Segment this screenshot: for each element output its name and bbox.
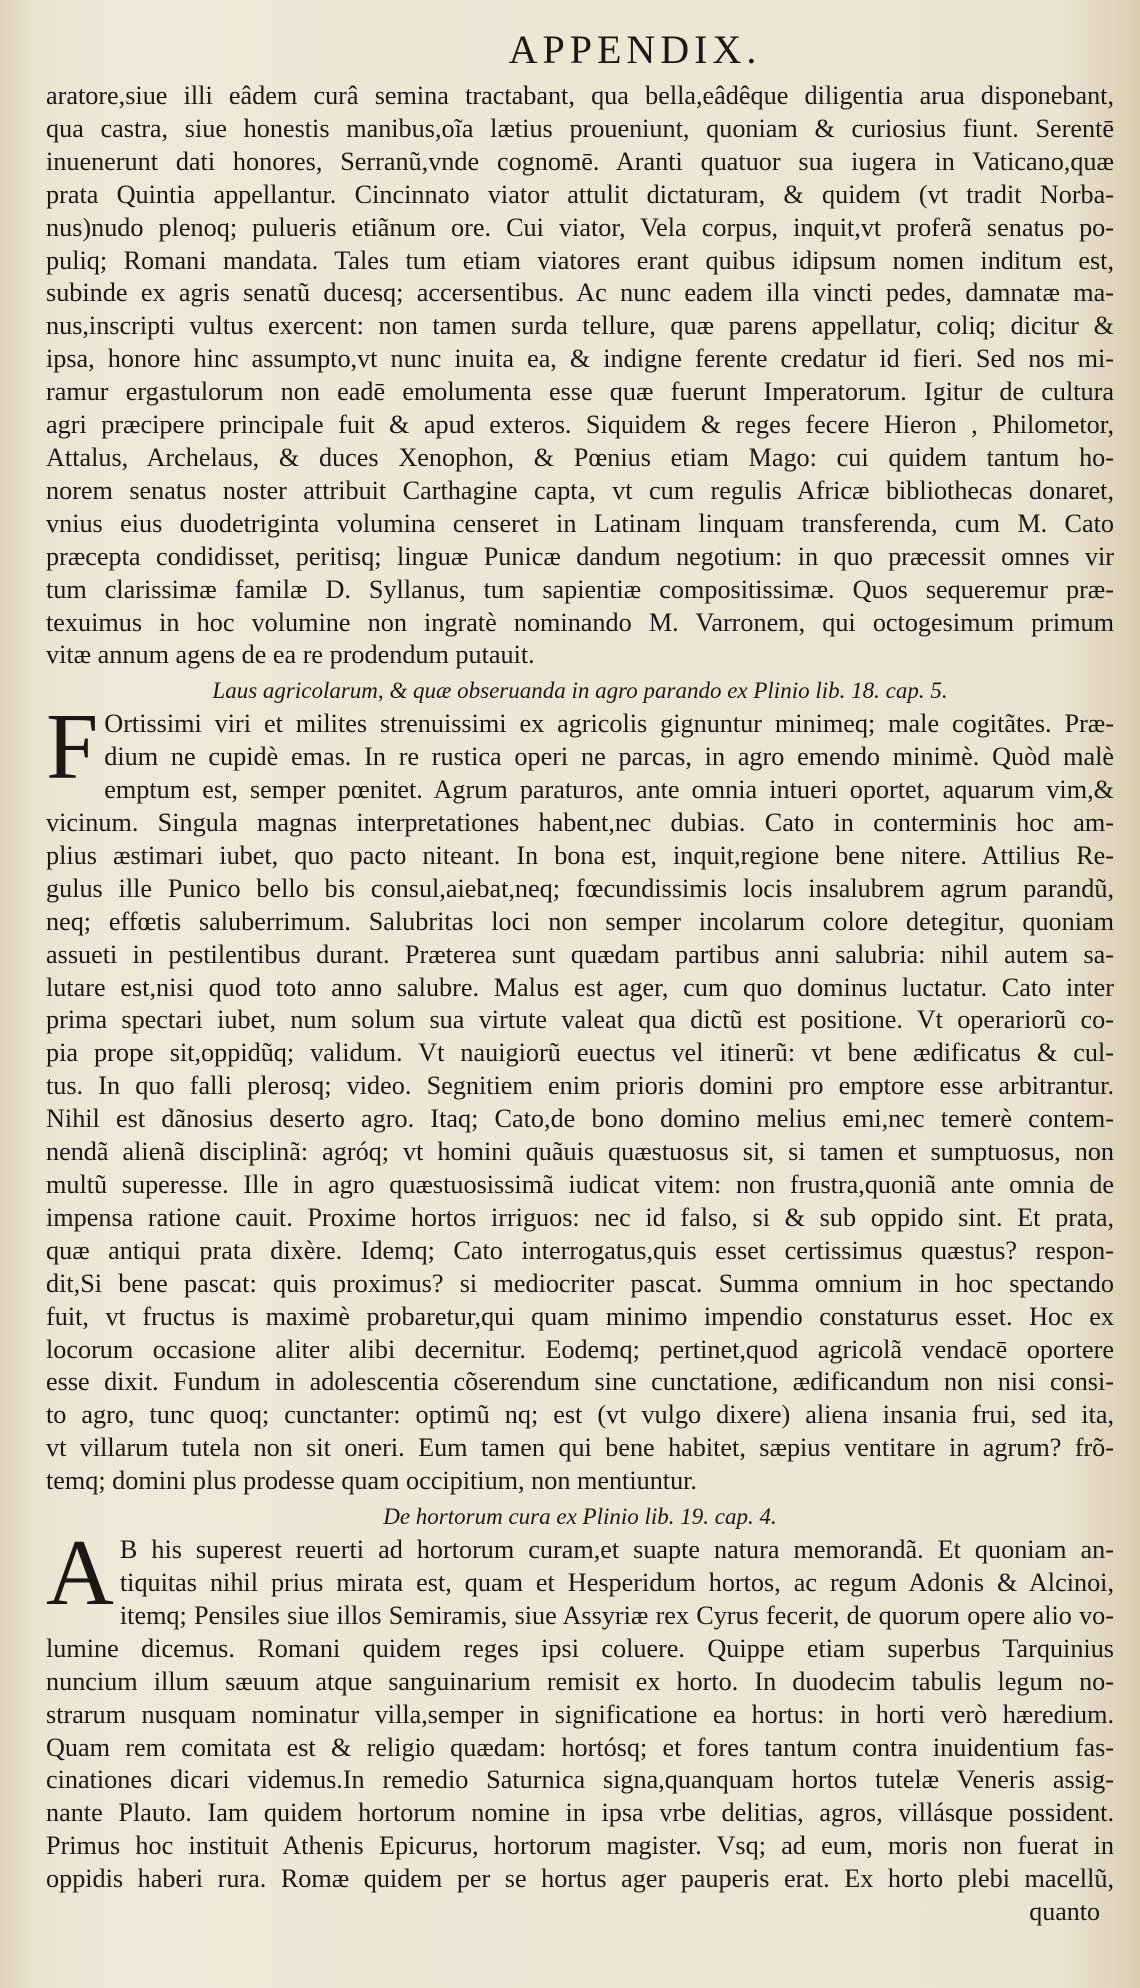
text-line: norem senatus noster attribuit Carthagine capta, vt cum regulis Africæ bibliothecas donaret, (46, 475, 1114, 505)
text-line: Nihil est dãnosius deserto agro. Itaq; Cato,de bono domino melius emi,nec temerè contem- (46, 1104, 1114, 1134)
text-line: lutare est,nisi quod toto anno salubre. Malus est ager, cum quo dominus luctatur. Cato inter (46, 972, 1114, 1002)
text-line: plius æstimari iubet, quo pacto niteant. In bona est, inquit,regione bene nitere. Attilius Re- (46, 840, 1114, 870)
text-line: lumine dicemus. Romani quidem reges ipsi coluere. Quippe etiam superbus Tarquinius (46, 1633, 1114, 1663)
text-line: ramur ergastulorum non eadē emolumenta esse quæ fuerunt Imperatorum. Igitur de cultura (46, 377, 1114, 407)
text-line: puliq; Romani mandata. Tales tum etiam viatores erant quibus idipsum nomen inditum est, (46, 245, 1114, 275)
text-line: oppidis haberi rura. Romæ quidem per se hortus ager pauperis erat. Ex horto plebi macellũ, (46, 1864, 1114, 1894)
hortorum-paragraph (46, 1521, 1114, 1896)
text-line: prima spectari iubet, num solum sua virtute valeat qua dictũ est positione. Vt operariorũ co- (46, 1005, 1114, 1035)
text-line: gulus ille Punico bello bis consul,aiebat,neq; fœcundissimis locis insalubrem agrum parandũ, (46, 873, 1114, 903)
text-line: tiquitas nihil prius mirata est, quam et Hesperidum hortos, ac regum Adonis & Alcinoi, (119, 1567, 1114, 1597)
text-line: Attalus, Archelaus, & duces Xenophon, & Pœnius etiam Mago: cui quidem tantum ho- (46, 442, 1114, 472)
text-line: B his superest reuerti ad hortorum curam,et suapte natura memorandã. Et quoniam an- (119, 1535, 1114, 1565)
text-line: fuit, vt fructus is maximè probaretur,qui quam minimo impendio constaturus esset. Hoc ex (46, 1301, 1114, 1331)
text-line: ipsa, honore hinc assumpto,vt nunc inuita ea, & indigne ferente credatur id fieri. Sed nos mi- (46, 344, 1114, 374)
text-line: vitæ annum agens de ea re prodendum putauit. (46, 640, 535, 670)
text-line: Quam rem comitata est & religio quædam: hortósq; et fores tantum contra inuidentium fas- (46, 1732, 1114, 1762)
text-line: subinde ex agris senatũ ducesq; accersentibus. Ac nunc eadem illa vincti pedes, damnatæ ma- (46, 278, 1114, 308)
catchword: quanto (1029, 1897, 1100, 1927)
text-line: Ortissimi viri et milites strenuissimi ex agricolis gignuntur minimeq; male cogitãtes. Præ- (104, 709, 1114, 739)
text-line: nendã alienã disciplinã: agróq; vt homini quãuis quæstuosus sit, si tamen et sumptuosus, non (46, 1137, 1114, 1167)
drop-cap-letter: F (46, 695, 99, 800)
text-line: impensa ratione cauit. Proxime hortos irriguos: nec id falso, si & sub oppido sint. Et prata, (46, 1202, 1114, 1232)
text-line: texuimus in hoc volumine non ingratè nominando M. Varronem, qui octogesimum primum (46, 607, 1114, 637)
agricolarum-paragraph (46, 695, 1114, 1498)
text-line: tus. In quo falli plerosq; video. Segnitiem enim prioris domini pro emptore esse arbitrantur. (46, 1071, 1114, 1101)
text-line: aratore,siue illi eâdem curâ semina tractabant, qua bella,eâdêque diligentia arua disponebant, (46, 81, 1114, 110)
text-line: nus,inscripti vultus exercent: non tamen surda tellure, quæ parens appellatur, coliq; dicitur & (46, 311, 1114, 341)
text-line: nante Plauto. Iam quidem hortorum nomine in ipsa vrbe delitias, agros, villásque possident. (46, 1798, 1114, 1828)
text-line: emptum est, semper pœnitet. Agrum paraturos, ante omnia intueri oportet, aquarum vim,& (104, 775, 1114, 805)
text-line: nus)nudo plenoq; pulueris etiãnum ore. Cui viator, Vela corpus, inquit,vt proferã senatus po- (46, 212, 1114, 242)
text-line: prata Quintia appellantur. Cincinnato viator attulit dictaturam, & quidem (vt tradit Norba- (46, 179, 1114, 209)
text-line: dium ne cupidè emas. In re rustica operi ne parcas, in agro emendo minimè. Quòd malè (104, 742, 1114, 772)
text-line: strarum nusquam nominatur villa,semper in significatione ea hortus: in horti verò hæredium. (46, 1699, 1114, 1729)
text-line: assueti in pestilentibus durant. Præterea sunt quædam partibus anni salubria: nihil autem sa- (46, 939, 1114, 969)
section-agricolarum (46, 695, 1114, 1498)
text-line: cinationes dicari videmus.In remedio Saturnica signa,quanquam hortos tutelæ Veneris assig- (46, 1765, 1114, 1795)
text-line: vnius eius duodetriginta volumina censeret in Latinam linquam transferenda, cum M. Cato (46, 508, 1114, 538)
section-hortorum (46, 1521, 1114, 1896)
text-line: neq; effœtis saluberrimum. Salubritas loci non semper incolarum colore detegitur, quoniam (46, 906, 1114, 936)
text-line: vt villarum tutela non sit oneri. Eum tamen qui bene habitet, sæpius ventitare in agrum? frõ- (46, 1433, 1114, 1463)
page-header: APPENDIX. (508, 27, 762, 72)
text-line: agri præcipere principale fuit & apud exteros. Siquidem & reges fecere Hieron , Philometor, (46, 410, 1114, 440)
text-line: vicinum. Singula magnas interpretationes habent,nec dubias. Cato in conterminis hoc am- (46, 808, 1114, 838)
text-line: multũ superesse. Ille in agro quæstuosissimã iudicat vitem: non frustra,quoniã ante omnia de (46, 1170, 1114, 1199)
text-line: locorum occasione aliter alibi decernitur. Eodemq; pertinet,quod agricolã vendacē oportere (46, 1334, 1114, 1364)
text-line: nuncium illum sæuum atque sanguinarium remisit ex horto. In duodecim tabulis legum no- (46, 1666, 1114, 1696)
text-line: temq; domini plus prodesse quam occipitium, non mentiuntur. (46, 1466, 697, 1496)
text-line: itemq; Pensiles siue illos Semiramis, siue Assyriæ rex Cyrus fecerit, de quorum opere alio vo- (119, 1600, 1114, 1630)
text-line: quæ antiqui prata dixère. Idemq; Cato interrogatus,quis esset certissimus quæstus? respon- (46, 1235, 1114, 1265)
section-heading-laus-agricolarum: Laus agricolarum, & quæ obseruanda in agro parando ex Plinio lib. 18. cap. 5. (212, 678, 948, 704)
text-line: dit,Si bene pascat: quis proximus? si mediocriter pascat. Summa omnium in hoc spectando (46, 1268, 1114, 1298)
text-line: to agro, tunc quoq; cunctanter: optimũ nq; est (vt vulgo dixere) aliena insania frui, sed ita, (46, 1400, 1114, 1430)
section-heading-de-hortorum-cura: De hortorum cura ex Plinio lib. 19. cap. 4. (383, 1504, 777, 1530)
text-line: præcepta condidisset, peritisq; linguæ Punicæ dandum negotium: in quo præcessit omnes vir (46, 541, 1114, 571)
text-line: tum clarissimæ familæ D. Syllanus, tum sapientiæ compositissimæ. Quos sequeremur præ- (46, 574, 1114, 604)
text-line: Primus hoc instituit Athenis Epicurus, hortorum magister. Vsq; ad eum, moris non fuerat in (46, 1831, 1114, 1861)
text-line: inuenerunt dati honores, Serranũ,vnde cognomē. Aranti quatuor sua iugera in Vaticano,quæ (46, 146, 1114, 176)
opening-paragraph (46, 80, 1114, 672)
text-line: esse dixit. Fundum in adolescentia cõserendum sine cunctatione, ædificandum non nisi consi- (46, 1367, 1114, 1397)
drop-cap-letter: A (46, 1521, 114, 1626)
text-line: qua castra, siue honestis manibus,oĩa lætius proueniunt, quoniam & curiosius fiunt. Serentē (46, 113, 1114, 143)
text-line: pia prope sit,oppidũq; validum. Vt nauigiorũ euectus vel itinerũ: vt bene ædificatus & cul- (46, 1038, 1114, 1068)
